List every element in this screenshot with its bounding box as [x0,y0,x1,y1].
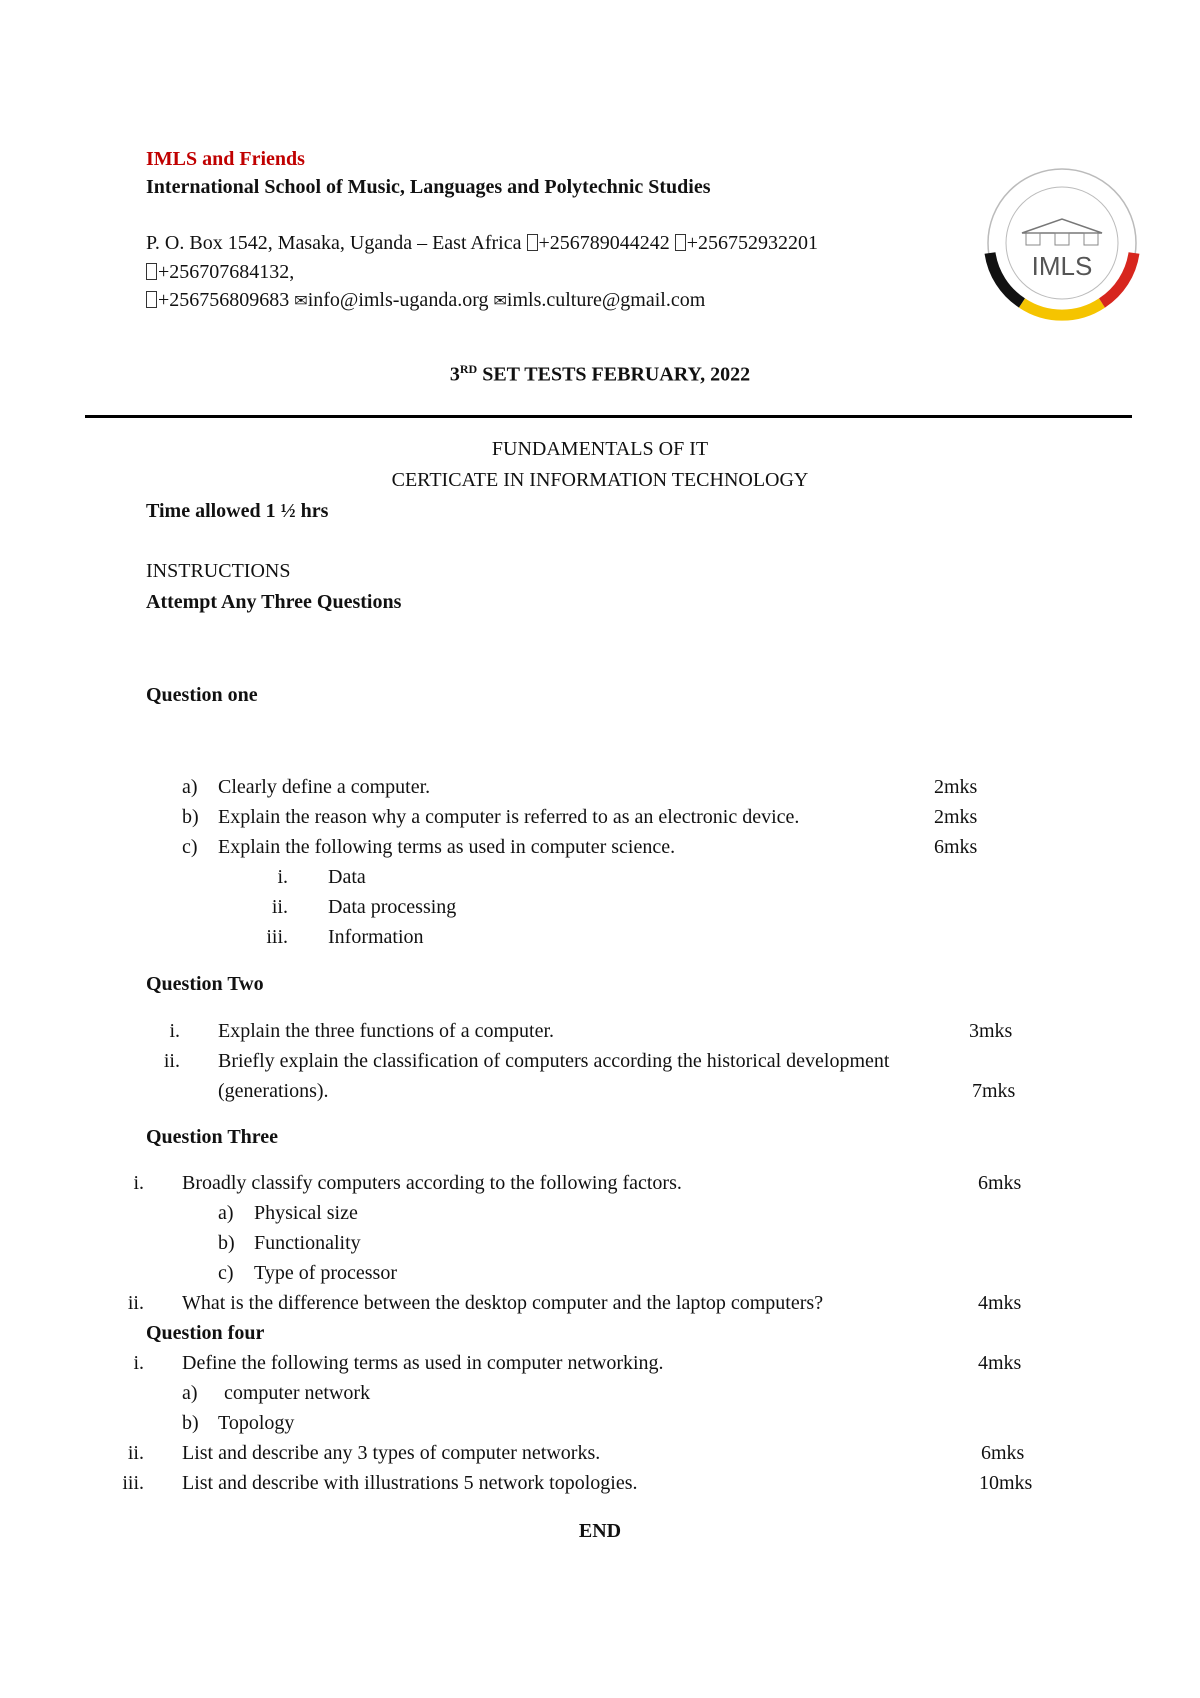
email-1: info@imls-uganda.org [307,289,494,311]
q3-c-label: c) [218,1262,234,1284]
q1-iii-text: Information [328,926,424,948]
q4-b-label: b) [182,1412,199,1434]
set-title [0,362,1200,387]
phone-4: +256756809683 [158,289,295,311]
instructions-title: INSTRUCTIONS [146,560,291,582]
set-number: 3 [449,363,460,386]
q3-b-text: Functionality [254,1232,361,1254]
q3-i-marks: 6mks [978,1172,1022,1194]
q1-iii-label: iii. [266,926,288,948]
q2-ii-label: ii. [163,1050,180,1072]
q4-iii-marks: 10mks [979,1472,1033,1494]
q4-ii-label: ii. [127,1442,144,1464]
question-two-title: Question Two [146,973,264,995]
q1-i-label: i. [277,866,288,888]
q3-c-text: Type of processor [254,1262,397,1284]
q1-a-marks: 2mks [934,776,978,798]
set-rest: SET TESTS FEBRUARY, 2022 [477,363,751,386]
q4-i-label: i. [133,1352,144,1374]
q4-ii-marks: 6mks [981,1442,1025,1464]
q4-a-label: a) [182,1382,198,1404]
question-one-title: Question one [146,684,258,706]
q1-c-text: Explain the following terms as used in computer science. [218,836,676,858]
logo-text: IMLS [1031,251,1093,281]
q4-b-text: Topology [218,1412,295,1434]
address: P. O. Box 1542, Masaka, Uganda – East Africa [146,232,527,254]
q3-ii-marks: 4mks [978,1292,1022,1314]
q3-a-text: Physical size [254,1202,358,1224]
phone-3: +256707684132, [158,261,295,283]
q1-i-text: Data [328,866,366,888]
q1-a-label: a) [182,776,198,798]
q2-i-marks: 3mks [969,1020,1013,1042]
q2-i-label: i. [169,1020,180,1042]
q1-b-marks: 2mks [934,806,978,828]
q1-b-label: b) [182,806,199,828]
q1-ii-label: ii. [271,896,288,918]
phone-icon [146,263,157,280]
contact-line-3 [146,289,705,312]
q3-ii-text: What is the difference between the desktop computer and the laptop computers? [182,1292,824,1314]
q3-a-label: a) [218,1202,234,1224]
course-title: CERTICATE IN INFORMATION TECHNOLOGY [391,469,809,491]
phone-icon [675,234,686,251]
q4-ii-text: List and describe any 3 types of computer networks. [182,1442,601,1464]
q1-c-label: c) [182,836,198,858]
phone-2: +256752932201 [686,232,819,254]
q2-ii-text-2: (generations). [218,1080,329,1102]
phone-1: +256789044242 [538,232,675,254]
question-four-title: Question four [146,1322,265,1344]
instructions-text: Attempt Any Three Questions [146,591,402,613]
time-allowed: Time allowed 1 ½ hrs [146,500,329,522]
contact-line-1 [146,232,818,255]
q3-i-text: Broadly classify computers according to the following factors. [182,1172,682,1194]
phone-icon [527,234,538,251]
org-name: IMLS and Friends [146,148,305,170]
q4-a-text: computer network [224,1382,371,1404]
q3-ii-label: ii. [127,1292,144,1314]
end-marker: END [578,1520,622,1542]
set-sup: RD [459,362,478,376]
q2-ii-text: Briefly explain the classification of computers according the historical development [218,1050,890,1072]
envelope-icon: ✉ [294,291,308,310]
q4-iii-text: List and describe with illustrations 5 network topologies. [182,1472,638,1494]
imls-logo [982,163,1142,323]
q4-i-marks: 4mks [978,1352,1022,1374]
q4-iii-label: iii. [122,1472,144,1494]
school-name: International School of Music, Languages and Polytechnic Studies [146,176,711,198]
phone-icon [146,291,157,308]
contact-line-2 [146,261,294,284]
q3-b-label: b) [218,1232,235,1254]
q2-i-text: Explain the three functions of a computer. [218,1020,555,1042]
subject-title: FUNDAMENTALS OF IT [491,438,709,460]
envelope-icon: ✉ [493,291,507,310]
divider-rule [85,415,1132,418]
q2-ii-marks: 7mks [972,1080,1016,1102]
question-three-title: Question Three [146,1126,279,1148]
q4-i-text: Define the following terms as used in computer networking. [182,1352,664,1374]
q1-a-text: Clearly define a computer. [218,776,431,798]
q1-b-text: Explain the reason why a computer is referred to as an electronic device. [218,806,800,828]
q3-i-label: i. [133,1172,144,1194]
q1-ii-text: Data processing [328,896,457,918]
email-2: imls.culture@gmail.com [506,289,706,311]
q1-c-marks: 6mks [934,836,978,858]
